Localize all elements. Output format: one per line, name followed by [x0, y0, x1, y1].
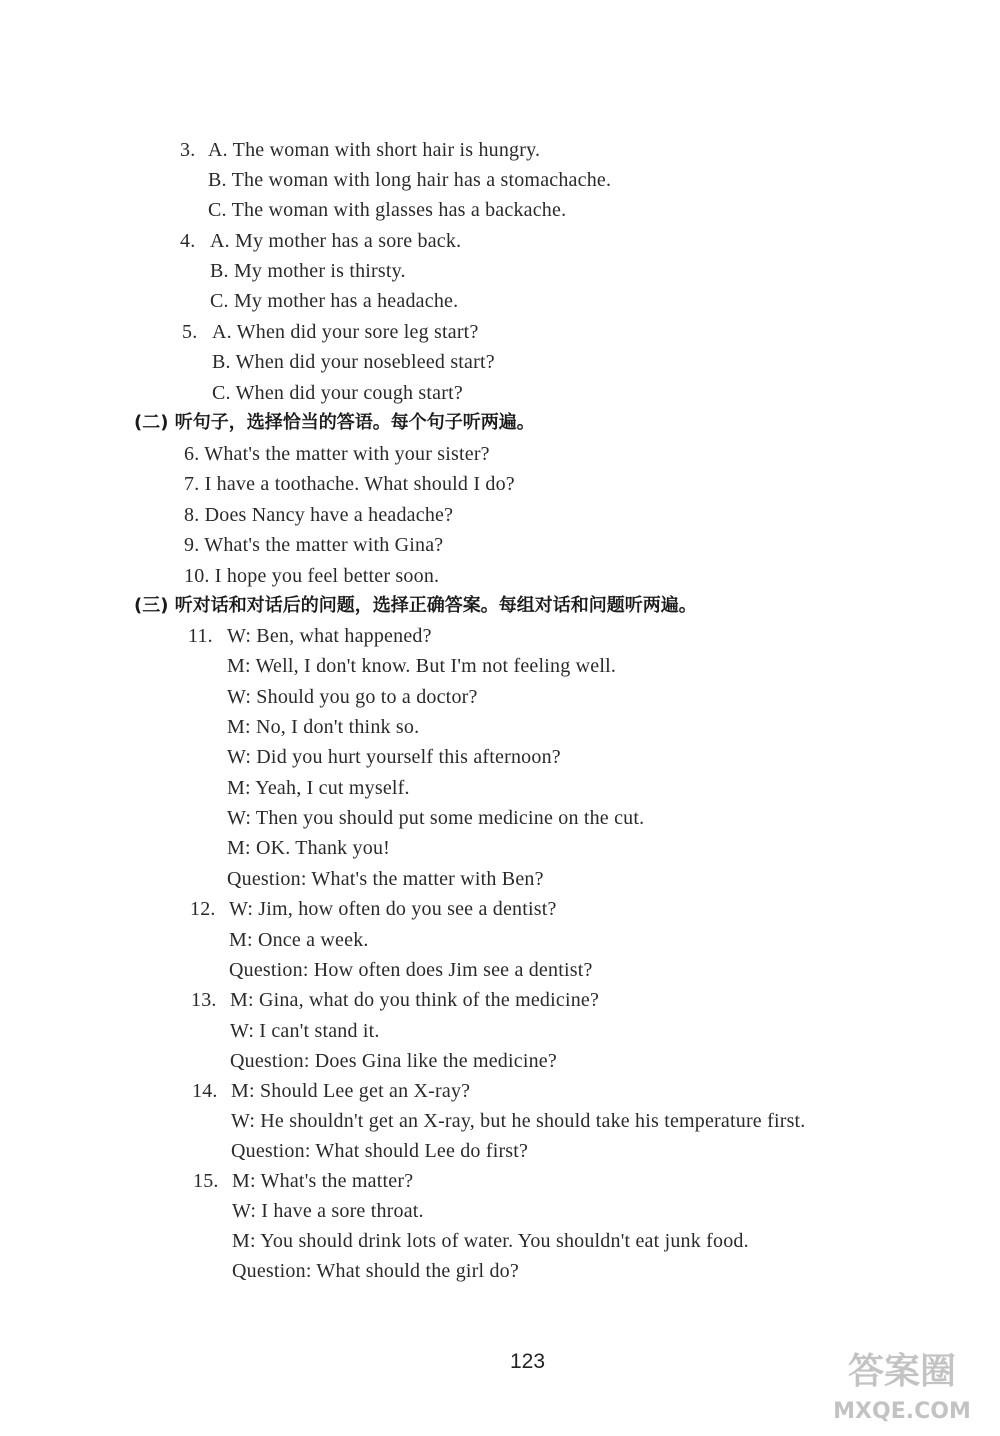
dialog15-line: M: You should drink lots of water. You shouldn't eat junk food. [232, 1230, 749, 1252]
dialog15-number: 15. [193, 1170, 219, 1192]
q3-option-c: C. The woman with glasses has a backache. [208, 199, 567, 221]
dialog13-line: W: I can't stand it. [230, 1020, 380, 1042]
section3-heading: (三) 听对话和对话后的问题，选择正确答案。每组对话和问题听两遍。 [134, 595, 697, 616]
section2-item-9: 9. What's the matter with Gina? [184, 534, 444, 556]
dialog15-question: Question: What should the girl do? [232, 1260, 519, 1282]
dialog11-line: M: OK. Thank you! [227, 837, 391, 859]
q3-option-b: B. The woman with long hair has a stomachache. [208, 169, 612, 191]
dialog12-line: W: Jim, how often do you see a dentist? [229, 898, 557, 920]
dialog12-line: M: Once a week. [229, 929, 369, 951]
page-number: 123 [510, 1350, 546, 1373]
dialog13-question: Question: Does Gina like the medicine? [230, 1050, 557, 1072]
q5-option-c: C. When did your cough start? [212, 382, 463, 404]
q4-option-a: A. My mother has a sore back. [210, 230, 462, 252]
q4-option-c: C. My mother has a headache. [210, 290, 459, 312]
dialog11-line: W: Should you go to a doctor? [227, 686, 478, 708]
dialog11-number: 11. [188, 625, 213, 647]
dialog11-question: Question: What's the matter with Ben? [227, 868, 544, 890]
dialog15-line: W: I have a sore throat. [232, 1200, 424, 1222]
dialog13-number: 13. [191, 989, 217, 1011]
dialog11-line: W: Ben, what happened? [227, 625, 432, 647]
q4-number: 4. [180, 230, 196, 252]
q5-number: 5. [182, 321, 198, 343]
q5-option-b: B. When did your nosebleed start? [212, 351, 495, 373]
dialog11-line: W: Then you should put some medicine on the cut. [227, 807, 645, 829]
section2-heading: (二) 听句子，选择恰当的答语。每个句子听两遍。 [134, 412, 535, 433]
q5-option-a: A. When did your sore leg start? [212, 321, 479, 343]
dialog13-line: M: Gina, what do you think of the medicine? [230, 989, 600, 1011]
section2-item-8: 8. Does Nancy have a headache? [184, 504, 454, 526]
q4-option-b: B. My mother is thirsty. [210, 260, 406, 282]
section2-item-7: 7. I have a toothache. What should I do? [184, 473, 515, 495]
dialog14-line: W: He shouldn't get an X-ray, but he should take his temperature first. [231, 1110, 806, 1132]
dialog11-line: M: Yeah, I cut myself. [227, 777, 410, 799]
dialog11-line: W: Did you hurt yourself this afternoon? [227, 746, 561, 768]
dialog14-question: Question: What should Lee do first? [231, 1140, 529, 1162]
dialog12-question: Question: How often does Jim see a dentist? [229, 959, 593, 981]
q3-option-a: A. The woman with short hair is hungry. [208, 139, 541, 161]
section2-item-6: 6. What's the matter with your sister? [184, 443, 490, 465]
dialog14-number: 14. [192, 1080, 218, 1102]
q3-number: 3. [180, 139, 196, 161]
dialog12-number: 12. [190, 898, 216, 920]
watermark-bottom: MXQE.COM [833, 1399, 971, 1424]
dialog11-line: M: No, I don't think so. [227, 716, 420, 738]
watermark-top: 答案圈 [847, 1351, 957, 1392]
section2-item-10: 10. I hope you feel better soon. [184, 565, 440, 587]
dialog11-line: M: Well, I don't know. But I'm not feeling well. [227, 655, 617, 677]
dialog14-line: M: Should Lee get an X-ray? [231, 1080, 471, 1102]
watermark-logo [812, 1338, 992, 1428]
dialog15-line: M: What's the matter? [232, 1170, 414, 1192]
